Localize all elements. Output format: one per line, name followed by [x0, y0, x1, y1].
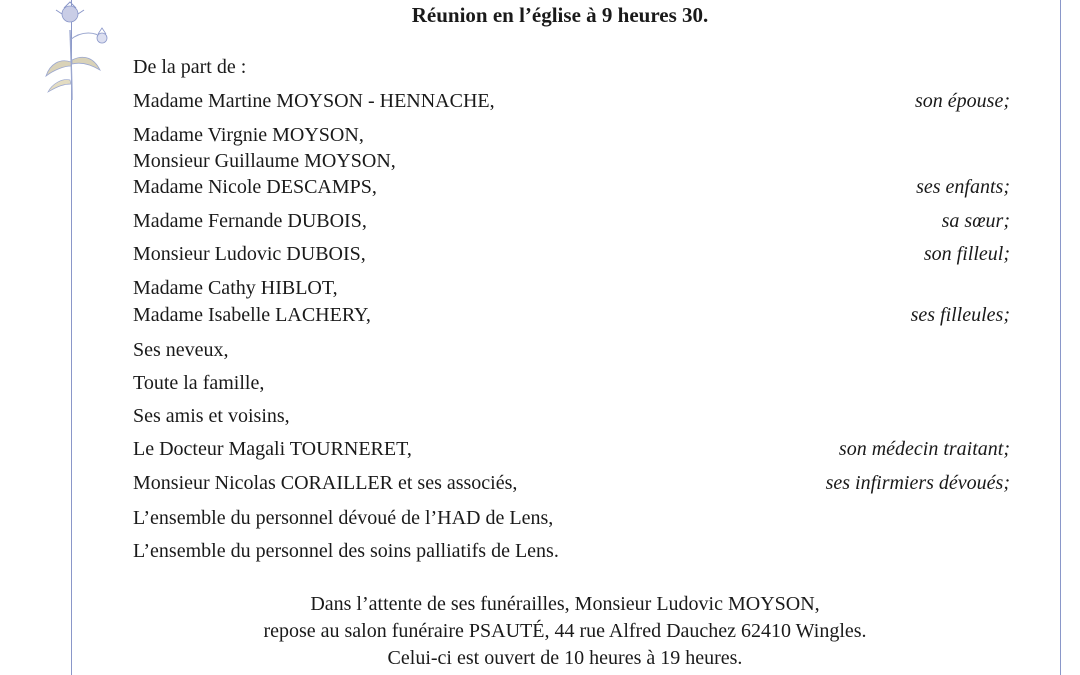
- family-member-line: Monsieur Guillaume MOYSON,: [133, 150, 396, 172]
- relationship-label: ses enfants;: [916, 176, 1010, 198]
- family-member-line: Madame Fernande DUBOIS,: [133, 210, 367, 232]
- intro-text: De la part de :: [133, 56, 247, 78]
- family-member-line: Ses neveux,: [133, 339, 229, 361]
- family-member-line: Ses amis et voisins,: [133, 405, 290, 427]
- family-member-line: Madame Isabelle LACHERY,: [133, 304, 371, 326]
- family-member-line: Madame Martine MOYSON - HENNACHE,: [133, 90, 495, 112]
- relationship-label: ses filleules;: [910, 304, 1010, 326]
- relationship-label: son filleul;: [923, 243, 1010, 265]
- funeral-notice-line: Celui-ci est ouvert de 10 heures à 19 heures.: [387, 647, 743, 669]
- funeral-notice-line: repose au salon funéraire PSAUTÉ, 44 rue Alfred Dauchez 62410 Wingles.: [263, 620, 867, 642]
- relationship-label: sa sœur;: [941, 210, 1010, 232]
- page-frame-left: [71, 0, 72, 675]
- family-member-line: Toute la famille,: [133, 372, 265, 394]
- page-frame-right: [1060, 0, 1061, 675]
- family-member-line: Madame Virgnie MOYSON,: [133, 124, 364, 146]
- relationship-label: son médecin traitant;: [838, 438, 1010, 460]
- meeting-heading: Réunion en l’église à 9 heures 30.: [411, 3, 709, 27]
- family-member-line: L’ensemble du personnel des soins palliatifs de Lens.: [133, 540, 559, 562]
- family-member-line: Monsieur Ludovic DUBOIS,: [133, 243, 366, 265]
- funeral-notice-line: Dans l’attente de ses funérailles, Monsieur Ludovic MOYSON,: [310, 593, 820, 615]
- family-member-line: Madame Cathy HIBLOT,: [133, 277, 338, 299]
- family-member-line: L’ensemble du personnel dévoué de l’HAD de Lens,: [133, 507, 554, 529]
- relationship-label: ses infirmiers dévoués;: [825, 472, 1010, 494]
- family-member-line: Madame Nicole DESCAMPS,: [133, 176, 377, 198]
- family-member-line: Le Docteur Magali TOURNERET,: [133, 438, 412, 460]
- relationship-label: son épouse;: [915, 90, 1010, 112]
- family-member-line: Monsieur Nicolas CORAILLER et ses associés,: [133, 472, 518, 494]
